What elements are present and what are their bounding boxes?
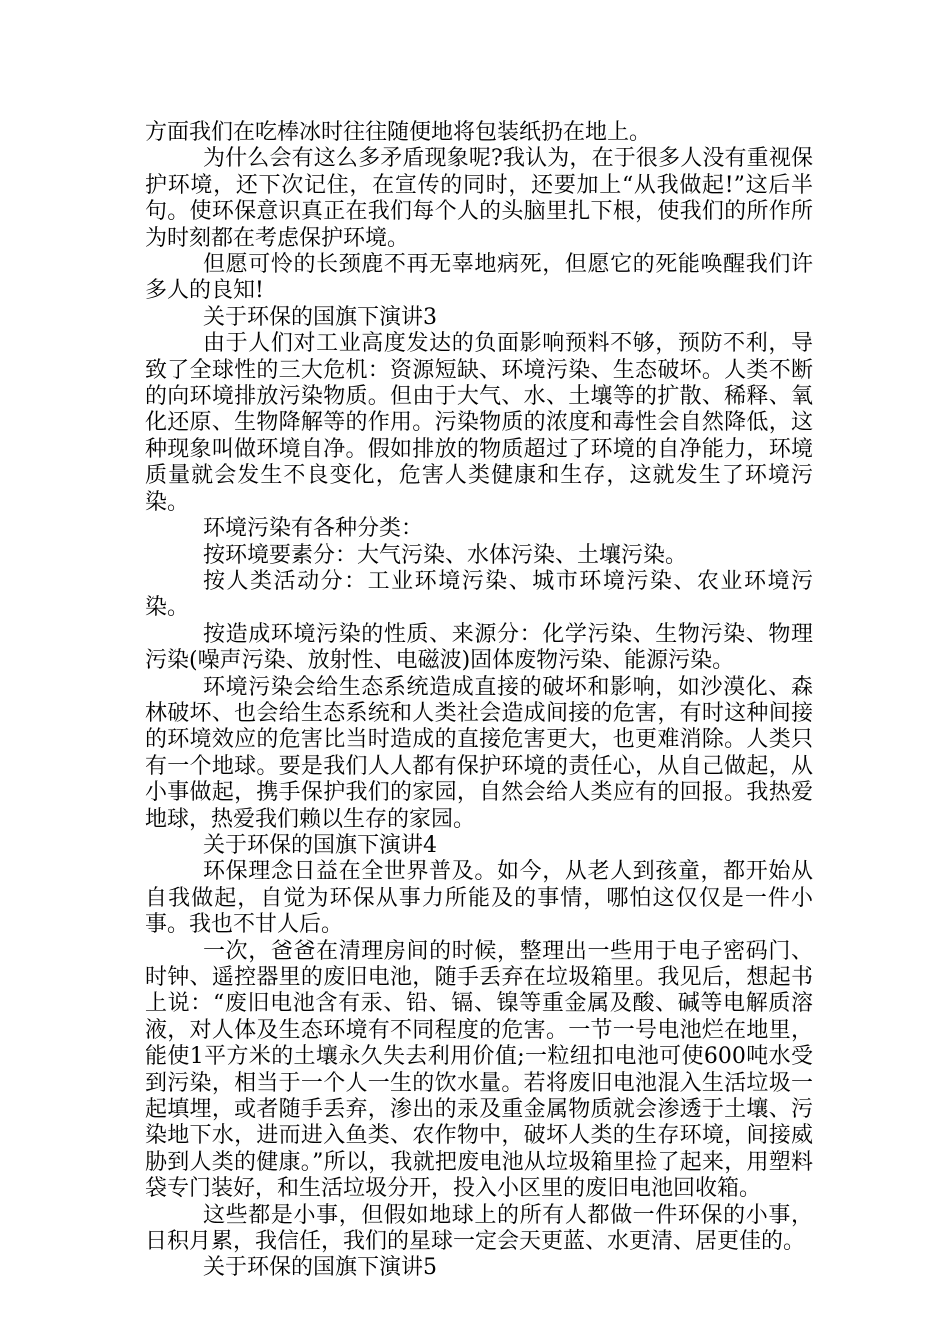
paragraph: 为什么会有这么多矛盾现象呢?我认为，在于很多人没有重视保护环境，还下次记住，在宣传的同时，还要加上“从我做起!”这后半句。使环保意识真正在我们每个人的头脑里扎下根，使我们的所作所为时刻都在考虑保护环境。 [145, 146, 813, 251]
section-heading: 关于环保的国旗下演讲3 [203, 304, 437, 330]
section-heading: 关于环保的国旗下演讲4 [203, 832, 437, 858]
paragraph: 环境污染有各种分类： [203, 516, 424, 542]
paragraph: 方面我们在吃棒冰时往往随便地将包装纸扔在地上。 [145, 120, 652, 145]
paragraph: 按人类活动分：工业环境污染、城市环境污染、农业环境污染。 [145, 568, 813, 621]
paragraph: 这些都是小事，但假如地球上的所有人都做一件环保的小事，日积月累，我信任，我们的星球一定会天更蓝、水更清、居更佳的。 [145, 1202, 813, 1255]
paragraph: 按造成环境污染的性质、来源分：化学污染、生物污染、物理污染(噪声污染、放射性、电磁波)固体废物污染、能源污染。 [145, 621, 813, 674]
paragraph: 环保理念日益在全世界普及。如今，从老人到孩童，都开始从自我做起，自觉为环保从事力所能及的事情，哪怕这仅仅是一件小事。我也不甘人后。 [145, 859, 813, 938]
paragraph: 环境污染会给生态系统造成直接的破坏和影响，如沙漠化、森林破坏、也会给生态系统和人类社会造成间接的危害，有时这种间接的环境效应的危害比当时造成的直接危害更大，也更难消除。人类只有一个地球。要是我们人人都有保护环境的责任心，从自己做起，从小事做起，携手保护我们的家园，自然会给人类应有的回报。我热爱地球，热爱我们赖以生存的家园。 [145, 674, 813, 832]
document-page [145, 120, 813, 1282]
paragraph: 一次，爸爸在清理房间的时候，整理出一些用于电子密码门、时钟、遥控器里的废旧电池，随手丢弃在垃圾箱里。我见后，想起书上说：“废旧电池含有汞、铅、镉、镍等重金属及酸、碱等电解质溶液，对人体及生态环境有不同程度的危害。一节一号电池烂在地里，能使1平方米的土壤永久失去利用价值;一粒纽扣电池可使600吨水受到污染，相当于一个人一生的饮水量。若将废旧电池混入生活垃圾一起填埋，或者随手丢弃，渗出的汞及重金属物质就会渗透于土壤、污染地下水，进而进入鱼类、农作物中，破坏人类的生存环境，间接威胁到人类的健康。”所以，我就把废电池从垃圾箱里捡了起来，用塑料袋专门装好，和生活垃圾分开，投入小区里的废旧电池回收箱。 [145, 938, 813, 1202]
section-heading: 关于环保的国旗下演讲5 [203, 1255, 437, 1281]
paragraph: 但愿可怜的长颈鹿不再无辜地病死，但愿它的死能唤醒我们许多人的良知! [145, 252, 813, 304]
paragraph: 由于人们对工业高度发达的负面影响预料不够，预防不利，导致了全球性的三大危机：资源短缺、环境污染、生态破坏。人类不断的向环境排放污染物质。但由于大气、水、土壤等的扩散、稀释、氧化还原、生物降解等的作用。污染物质的浓度和毒性会自然降低，这种现象叫做环境自净。假如排放的物质超过了环境的自净能力，环境质量就会发生不良变化，危害人类健康和生存，这就发生了环境污染。 [145, 331, 813, 515]
paragraph: 按环境要素分：大气污染、水体污染、土壤污染。 [203, 542, 688, 568]
